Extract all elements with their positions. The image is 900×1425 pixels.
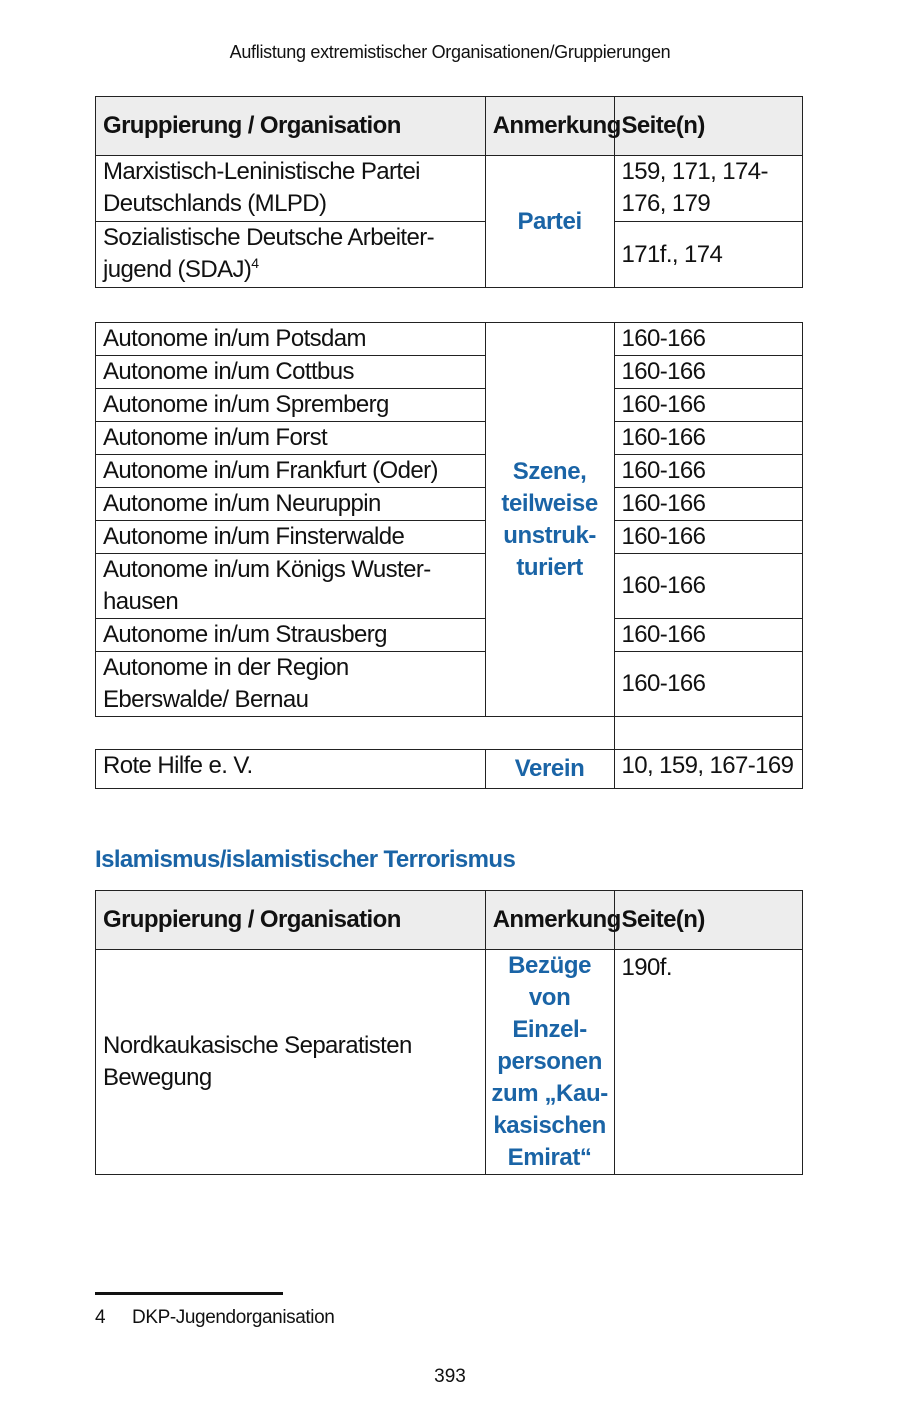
organisation-cell: Autonome in der Region Eberswalde/ Bernau [96,652,486,717]
pages-cell: 160-166 [614,521,802,554]
column-header-organisation: Gruppierung / Organisation [96,891,486,950]
footnote [95,1307,334,1329]
table-row [96,750,803,789]
table-row [96,323,803,356]
note-cell: Partei [485,156,614,288]
organisation-cell: Autonome in/um Spremberg [96,389,486,422]
section-heading: Islamismus/islamistischer Terrorismus [95,846,516,873]
organisation-cell: Autonome in/um Forst [96,422,486,455]
footnote-reference[interactable]: 4 [251,255,259,271]
spacer-cell [96,717,615,750]
pages-cell: 160-166 [614,652,802,717]
column-header-note: Anmerkung [485,891,614,950]
table-row [96,422,803,455]
footnote-divider [95,1292,283,1295]
organisation-cell: Marxistisch-Leninistische Partei Deutschlands (MLPD) [96,156,486,222]
pages-cell: 160-166 [614,356,802,389]
column-header-pages: Seite(n) [614,97,802,156]
pages-cell: 160-166 [614,323,802,356]
table-islamism [95,890,803,1175]
note-cell: Szene, teilweise unstruk-turiert [485,323,614,717]
running-title: Auflistung extremistischer Organisationen/Gruppierungen [229,42,671,62]
organisation-cell: Autonome in/um Neuruppin [96,488,486,521]
pages-cell: 160-166 [614,488,802,521]
organisation-cell: Autonome in/um Frankfurt (Oder) [96,455,486,488]
table-row [96,619,803,652]
pages-cell: 171f., 174 [614,222,802,288]
table-row [96,652,803,717]
table-autonomous-groups [95,322,803,789]
column-header-note: Anmerkung [485,97,614,156]
pages-cell: 160-166 [614,554,802,619]
table-header-row [96,891,803,950]
table-row [96,455,803,488]
pages-cell: 160-166 [614,455,802,488]
organisation-name: Sozialistische Deutsche Arbeiter-jugend (SDAJ) [103,224,435,283]
table-header-row [96,97,803,156]
page-number: 393 [434,1366,466,1387]
table-row [96,356,803,389]
table-row [96,222,803,288]
spacer-row [96,717,803,750]
pages-cell: 160-166 [614,422,802,455]
column-header-organisation: Gruppierung / Organisation [96,97,486,156]
table-row [96,554,803,619]
footnote-number: 4 [95,1307,106,1328]
organisation-cell: Rote Hilfe e. V. [96,750,486,789]
table-row [96,488,803,521]
pages-cell: 159, 171, 174-176, 179 [614,156,802,222]
note-cell: Bezüge von Einzel-personen zum „Kau-kasischen Emirat“ [485,950,614,1175]
note-cell: Verein [485,750,614,789]
organisation-cell: Nordkaukasische Separatisten Bewegung [96,950,486,1175]
spacer-cell [614,717,802,750]
pages-cell: 10, 159, 167-169 [614,750,802,789]
table-parties [95,96,803,288]
footnote-text: DKP-Jugendorganisation [132,1307,335,1328]
table-row [96,156,803,222]
table-row [96,950,803,1175]
pages-cell: 160-166 [614,389,802,422]
organisation-cell: Autonome in/um Strausberg [96,619,486,652]
pages-cell: 160-166 [614,619,802,652]
column-header-pages: Seite(n) [614,891,802,950]
table-row [96,389,803,422]
organisation-cell: Autonome in/um Cottbus [96,356,486,389]
pages-cell: 190f. [614,950,802,1175]
organisation-cell: Autonome in/um Königs Wuster-hausen [96,554,486,619]
table-row [96,521,803,554]
organisation-cell [96,222,486,288]
organisation-cell: Autonome in/um Potsdam [96,323,486,356]
organisation-cell: Autonome in/um Finsterwalde [96,521,486,554]
